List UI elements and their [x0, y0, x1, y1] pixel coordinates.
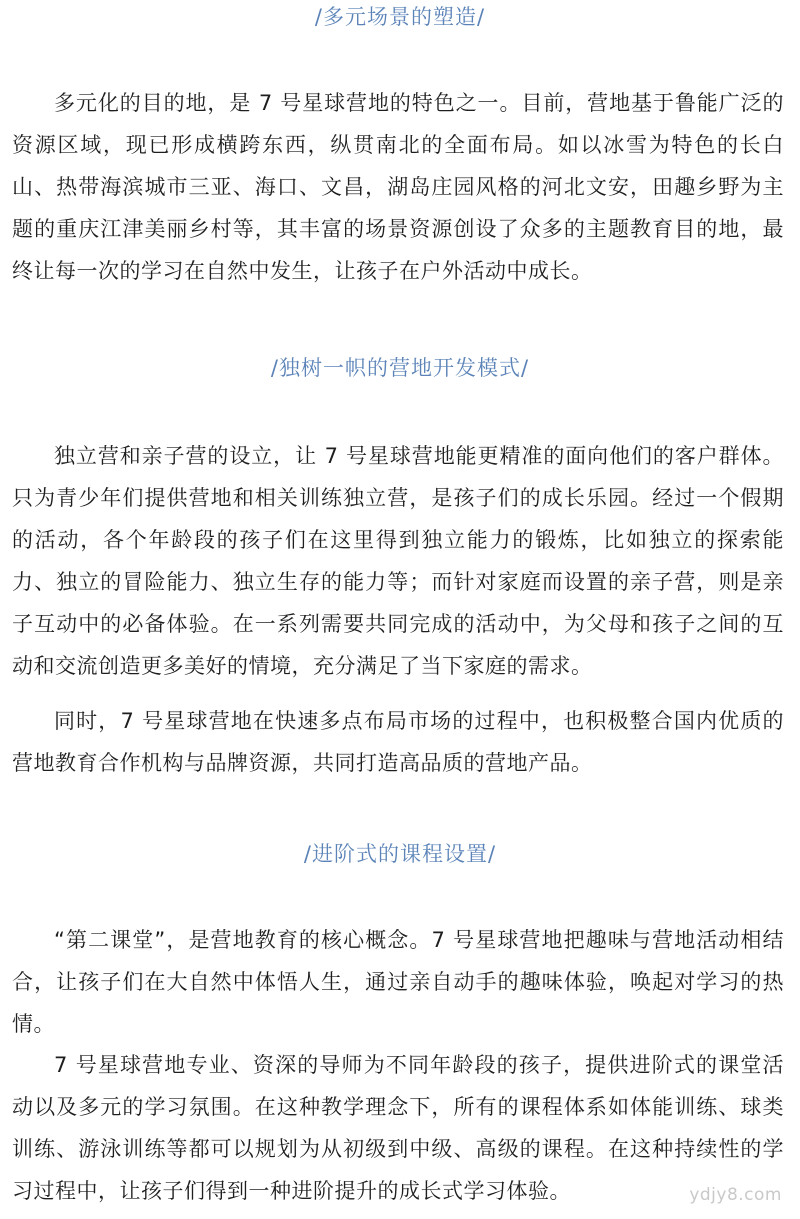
section-heading-camp-model: /独树一帜的营地开发模式/ — [270, 356, 530, 380]
section-paragraph: 独立营和亲子营的设立，让 7 号星球营地能更精准的面向他们的客户群体。只为青少年们提供营地和相关训练独立营，是孩子们的成长乐园。经过一个假期的活动，各个年龄段的孩子们在这里得到独立能力的锻炼，比如独立的探索能力、独立的冒险能力、独立生存的能力等；而针对家庭而设置的亲子营，则是亲子互动中的必备体验。在一系列需要共同完成的活动中，为父母和孩子之间的互动和交流创造更多美好的情境，充分满足了当下家庭的需求。 — [12, 444, 784, 678]
section-paragraph: 多元化的目的地，是 7 号星球营地的特色之一。目前，营地基于鲁能广泛的资源区域，现已形成横跨东西，纵贯南北的全面布局。如以冰雪为特色的长白山、热带海滨城市三亚、海口、文昌，湖岛庄园风格的河北文安，田趣乡野为主题的重庆江津美丽乡村等，其丰富的场景资源创设了众多的主题教育目的地，最终让每一次的学习在自然中发生，让孩子在户外活动中成长。 — [12, 91, 784, 283]
section-heading-advanced-courses: /进阶式的课程设置/ — [303, 842, 497, 866]
section-paragraph: 同时，7 号星球营地在快速多点布局市场的过程中，也积极整合国内优质的营地教育合作机构与品牌资源，共同打造高品质的营地产品。 — [12, 709, 784, 775]
watermark: ydjy8.com — [689, 1185, 782, 1205]
section-paragraph: “第二课堂”，是营地教育的核心概念。7 号星球营地把趣味与营地活动相结合，让孩子们在大自然中体悟人生，通过亲自动手的趣味体验，唤起对学习的热情。 — [12, 928, 784, 1036]
section-heading-diverse-scenes: /多元场景的塑造/ — [314, 5, 486, 29]
section-paragraph: 7 号星球营地专业、资深的导师为不同年龄段的孩子，提供进阶式的课堂活动以及多元的学习氛围。在这种教学理念下，所有的课程体系如体能训练、球类训练、游泳训练等都可以规划为从初级到中级、高级的课程。在这种持续性的学习过程中，让孩子们得到一种进阶提升的成长式学习体验。 — [12, 1053, 784, 1203]
